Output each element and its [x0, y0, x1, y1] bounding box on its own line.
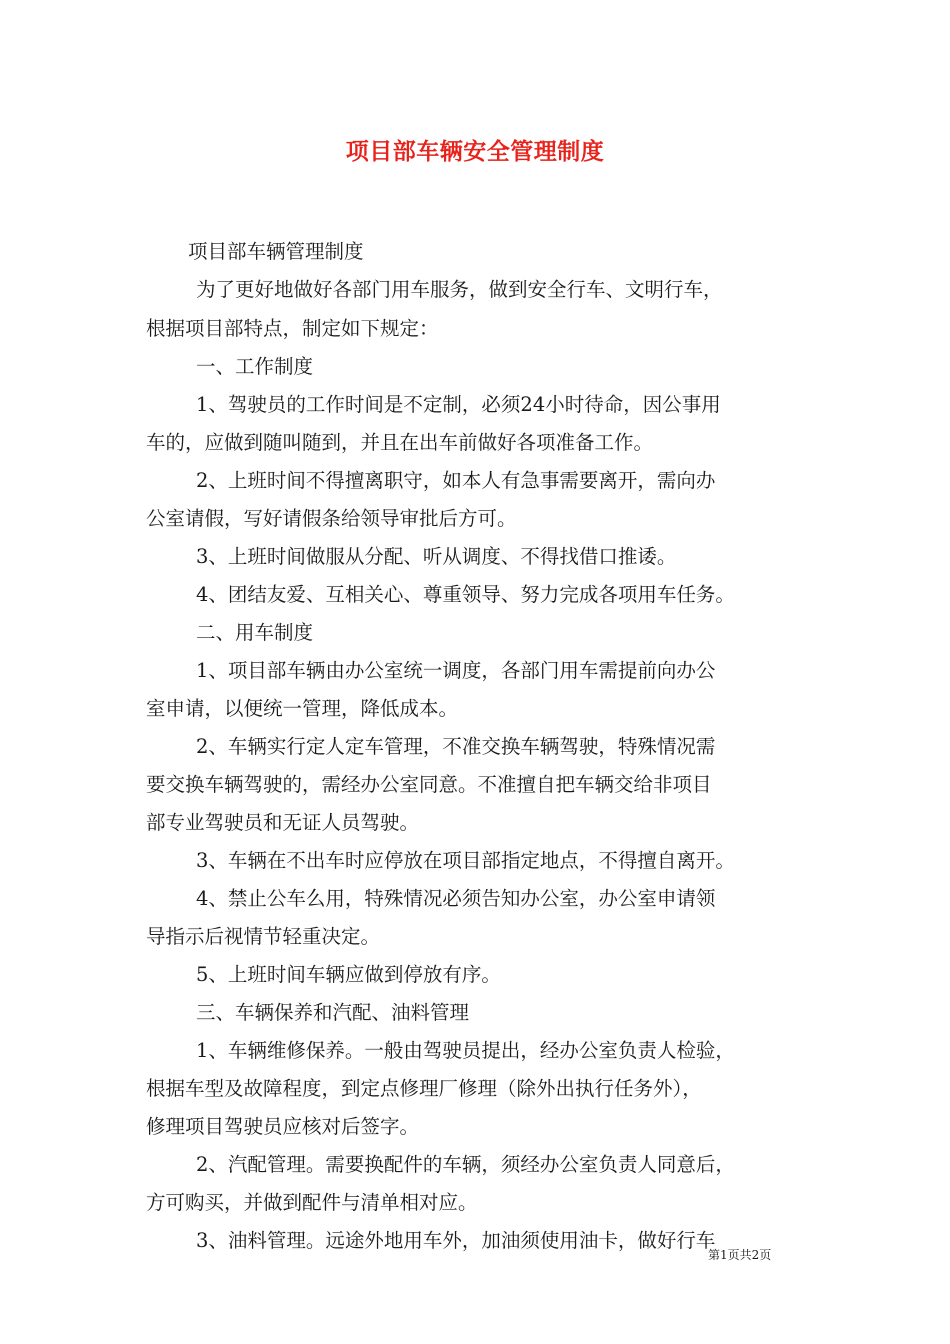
paragraph-line: 2、上班时间不得擅离职守，如本人有急事需要离开，需向办	[196, 469, 716, 492]
paragraph-line: 3、上班时间做服从分配、听从调度、不得找借口推诿。	[196, 545, 677, 568]
page-number: 第1页共2页	[708, 1248, 772, 1262]
paragraph-line: 方可购买，并做到配件与清单相对应。	[146, 1191, 478, 1214]
paragraph-line: 项目部车辆管理制度	[188, 240, 364, 263]
paragraph-line: 1、驾驶员的工作时间是不定制，必须24小时待命，因公事用	[196, 393, 721, 416]
paragraph-line: 根据项目部特点，制定如下规定：	[146, 317, 439, 340]
document-title: 项目部车辆安全管理制度	[345, 139, 605, 165]
section-heading: 一、工作制度	[196, 355, 314, 378]
paragraph-line: 要交换车辆驾驶的，需经办公室同意。不准擅自把车辆交给非项目	[146, 773, 712, 796]
paragraph-line: 为了更好地做好各部门用车服务，做到安全行车、文明行车，	[196, 278, 723, 301]
section-heading: 三、车辆保养和汽配、油料管理	[196, 1001, 470, 1024]
paragraph-line: 3、车辆在不出车时应停放在项目部指定地点，不得擅自离开。	[196, 849, 735, 872]
paragraph-line: 4、禁止公车么用，特殊情况必须告知办公室，办公室申请领	[196, 887, 716, 910]
paragraph-line: 3、油料管理。远途外地用车外，加油须使用油卡，做好行车	[196, 1229, 716, 1252]
paragraph-line: 导指示后视情节轻重决定。	[146, 925, 381, 948]
paragraph-line: 5、上班时间车辆应做到停放有序。	[196, 963, 501, 986]
paragraph-line: 根据车型及故障程度，到定点修理厂修理（除外出执行任务外），	[146, 1077, 702, 1100]
paragraph-line: 室申请，以便统一管理，降低成本。	[146, 697, 459, 720]
paragraph-line: 1、车辆维修保养。一般由驾驶员提出，经办公室负责人检验，	[196, 1039, 735, 1062]
paragraph-line: 2、汽配管理。需要换配件的车辆，须经办公室负责人同意后，	[196, 1153, 735, 1176]
paragraph-line: 车的，应做到随叫随到，并且在出车前做好各项准备工作。	[146, 431, 654, 454]
paragraph-line: 2、车辆实行定人定车管理，不准交换车辆驾驶，特殊情况需	[196, 735, 716, 758]
paragraph-line: 公室请假，写好请假条给领导审批后方可。	[146, 507, 517, 530]
section-heading: 二、用车制度	[196, 621, 314, 644]
paragraph-line: 部专业驾驶员和无证人员驾驶。	[146, 811, 420, 834]
paragraph-line: 修理项目驾驶员应核对后签字。	[146, 1115, 420, 1138]
paragraph-line: 1、项目部车辆由办公室统一调度，各部门用车需提前向办公	[196, 659, 716, 682]
paragraph-line: 4、团结友爱、互相关心、尊重领导、努力完成各项用车任务。	[196, 583, 735, 606]
